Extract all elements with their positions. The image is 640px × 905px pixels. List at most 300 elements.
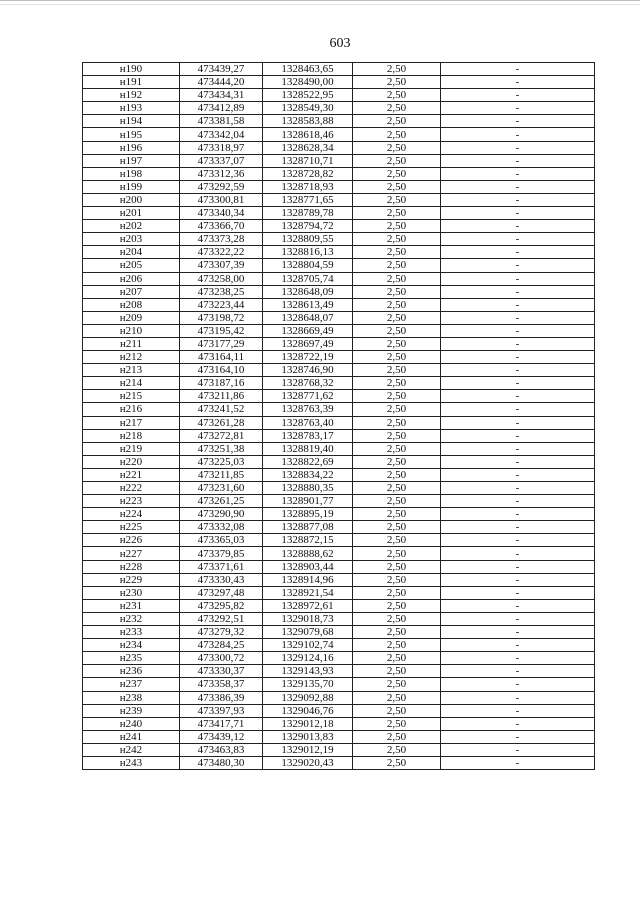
accuracy-cell: 2,50 [353, 63, 441, 76]
accuracy-cell: 2,50 [353, 534, 441, 547]
table-row [83, 455, 595, 468]
point-id-cell: н197 [83, 154, 180, 167]
note-cell: - [441, 115, 595, 128]
accuracy-cell: 2,50 [353, 285, 441, 298]
point-id-cell: н205 [83, 259, 180, 272]
point-id-cell: н212 [83, 351, 180, 364]
table-row [83, 76, 595, 89]
y-coordinate-cell: 1328794,72 [263, 220, 353, 233]
table-row [83, 128, 595, 141]
note-cell: - [441, 207, 595, 220]
point-id-cell: н210 [83, 324, 180, 337]
accuracy-cell: 2,50 [353, 311, 441, 324]
y-coordinate-cell: 1328763,39 [263, 403, 353, 416]
note-cell: - [441, 429, 595, 442]
table-row [83, 639, 595, 652]
table-row [83, 337, 595, 350]
y-coordinate-cell: 1328728,82 [263, 167, 353, 180]
x-coordinate-cell: 473371,61 [180, 560, 263, 573]
x-coordinate-cell: 473444,20 [180, 76, 263, 89]
accuracy-cell: 2,50 [353, 102, 441, 115]
table-row [83, 324, 595, 337]
table-row [83, 442, 595, 455]
table-row [83, 586, 595, 599]
x-coordinate-cell: 473198,72 [180, 311, 263, 324]
accuracy-cell: 2,50 [353, 141, 441, 154]
y-coordinate-cell: 1328804,59 [263, 259, 353, 272]
accuracy-cell: 2,50 [353, 324, 441, 337]
table-row [83, 665, 595, 678]
x-coordinate-cell: 473337,07 [180, 154, 263, 167]
point-id-cell: н204 [83, 246, 180, 259]
point-id-cell: н201 [83, 207, 180, 220]
table-row [83, 416, 595, 429]
y-coordinate-cell: 1328771,65 [263, 193, 353, 206]
y-coordinate-cell: 1328783,17 [263, 429, 353, 442]
note-cell: - [441, 612, 595, 625]
table-row [83, 678, 595, 691]
x-coordinate-cell: 473318,97 [180, 141, 263, 154]
table-row [83, 756, 595, 769]
y-coordinate-cell: 1329046,76 [263, 704, 353, 717]
accuracy-cell: 2,50 [353, 743, 441, 756]
table-row [83, 626, 595, 639]
x-coordinate-cell: 473332,08 [180, 521, 263, 534]
accuracy-cell: 2,50 [353, 652, 441, 665]
table-row [83, 311, 595, 324]
y-coordinate-cell: 1328822,69 [263, 455, 353, 468]
x-coordinate-cell: 473211,86 [180, 390, 263, 403]
table-row [83, 285, 595, 298]
x-coordinate-cell: 473231,60 [180, 482, 263, 495]
note-cell: - [441, 495, 595, 508]
y-coordinate-cell: 1328490,00 [263, 76, 353, 89]
table-row [83, 573, 595, 586]
table-row [83, 468, 595, 481]
table-row [83, 495, 595, 508]
table-row [83, 115, 595, 128]
note-cell: - [441, 63, 595, 76]
accuracy-cell: 2,50 [353, 364, 441, 377]
accuracy-cell: 2,50 [353, 468, 441, 481]
x-coordinate-cell: 473358,37 [180, 678, 263, 691]
x-coordinate-cell: 473284,25 [180, 639, 263, 652]
accuracy-cell: 2,50 [353, 207, 441, 220]
accuracy-cell: 2,50 [353, 154, 441, 167]
note-cell: - [441, 586, 595, 599]
note-cell: - [441, 534, 595, 547]
accuracy-cell: 2,50 [353, 573, 441, 586]
note-cell: - [441, 298, 595, 311]
x-coordinate-cell: 473261,28 [180, 416, 263, 429]
x-coordinate-cell: 473177,29 [180, 337, 263, 350]
accuracy-cell: 2,50 [353, 429, 441, 442]
y-coordinate-cell: 1328914,96 [263, 573, 353, 586]
note-cell: - [441, 285, 595, 298]
x-coordinate-cell: 473379,85 [180, 547, 263, 560]
accuracy-cell: 2,50 [353, 599, 441, 612]
point-id-cell: н195 [83, 128, 180, 141]
accuracy-cell: 2,50 [353, 521, 441, 534]
table-row [83, 141, 595, 154]
y-coordinate-cell: 1329018,73 [263, 612, 353, 625]
accuracy-cell: 2,50 [353, 377, 441, 390]
y-coordinate-cell: 1328921,54 [263, 586, 353, 599]
note-cell: - [441, 482, 595, 495]
note-cell: - [441, 508, 595, 521]
point-id-cell: н217 [83, 416, 180, 429]
x-coordinate-cell: 473330,37 [180, 665, 263, 678]
table-row [83, 730, 595, 743]
y-coordinate-cell: 1328722,19 [263, 351, 353, 364]
point-id-cell: н213 [83, 364, 180, 377]
point-id-cell: н203 [83, 233, 180, 246]
table-row [83, 652, 595, 665]
table-row [83, 599, 595, 612]
y-coordinate-cell: 1329020,43 [263, 756, 353, 769]
point-id-cell: н227 [83, 547, 180, 560]
x-coordinate-cell: 473322,22 [180, 246, 263, 259]
accuracy-cell: 2,50 [353, 167, 441, 180]
y-coordinate-cell: 1328895,19 [263, 508, 353, 521]
note-cell: - [441, 626, 595, 639]
y-coordinate-cell: 1329079,68 [263, 626, 353, 639]
y-coordinate-cell: 1329012,18 [263, 717, 353, 730]
accuracy-cell: 2,50 [353, 756, 441, 769]
note-cell: - [441, 351, 595, 364]
x-coordinate-cell: 473225,03 [180, 455, 263, 468]
table-row [83, 351, 595, 364]
y-coordinate-cell: 1329124,16 [263, 652, 353, 665]
table-row [83, 560, 595, 573]
page-number: 603 [329, 36, 351, 51]
accuracy-cell: 2,50 [353, 612, 441, 625]
x-coordinate-cell: 473223,44 [180, 298, 263, 311]
note-cell: - [441, 102, 595, 115]
x-coordinate-cell: 473261,25 [180, 495, 263, 508]
accuracy-cell: 2,50 [353, 76, 441, 89]
table-row [83, 102, 595, 115]
point-id-cell: н220 [83, 455, 180, 468]
point-id-cell: н236 [83, 665, 180, 678]
table-row [83, 246, 595, 259]
note-cell: - [441, 89, 595, 102]
note-cell: - [441, 141, 595, 154]
accuracy-cell: 2,50 [353, 560, 441, 573]
note-cell: - [441, 364, 595, 377]
y-coordinate-cell: 1328618,46 [263, 128, 353, 141]
note-cell: - [441, 337, 595, 350]
note-cell: - [441, 691, 595, 704]
table-row [83, 259, 595, 272]
table-row [83, 220, 595, 233]
y-coordinate-cell: 1328648,09 [263, 285, 353, 298]
accuracy-cell: 2,50 [353, 89, 441, 102]
y-coordinate-cell: 1329012,19 [263, 743, 353, 756]
note-cell: - [441, 599, 595, 612]
accuracy-cell: 2,50 [353, 626, 441, 639]
x-coordinate-cell: 473434,31 [180, 89, 263, 102]
note-cell: - [441, 455, 595, 468]
x-coordinate-cell: 473292,51 [180, 612, 263, 625]
point-id-cell: н240 [83, 717, 180, 730]
accuracy-cell: 2,50 [353, 128, 441, 141]
y-coordinate-cell: 1328771,62 [263, 390, 353, 403]
y-coordinate-cell: 1328903,44 [263, 560, 353, 573]
x-coordinate-cell: 473439,12 [180, 730, 263, 743]
accuracy-cell: 2,50 [353, 495, 441, 508]
note-cell: - [441, 259, 595, 272]
point-id-cell: н194 [83, 115, 180, 128]
x-coordinate-cell: 473342,04 [180, 128, 263, 141]
table-row [83, 154, 595, 167]
note-cell: - [441, 390, 595, 403]
x-coordinate-cell: 473195,42 [180, 324, 263, 337]
table-row [83, 298, 595, 311]
y-coordinate-cell: 1329135,70 [263, 678, 353, 691]
y-coordinate-cell: 1328819,40 [263, 442, 353, 455]
point-id-cell: н221 [83, 468, 180, 481]
point-id-cell: н208 [83, 298, 180, 311]
scan-edge-line [0, 4, 640, 5]
table-row [83, 521, 595, 534]
x-coordinate-cell: 473397,93 [180, 704, 263, 717]
point-id-cell: н192 [83, 89, 180, 102]
note-cell: - [441, 442, 595, 455]
x-coordinate-cell: 473412,89 [180, 102, 263, 115]
note-cell: - [441, 573, 595, 586]
y-coordinate-cell: 1328697,49 [263, 337, 353, 350]
table-row [83, 403, 595, 416]
note-cell: - [441, 76, 595, 89]
x-coordinate-cell: 473439,27 [180, 63, 263, 76]
point-id-cell: н243 [83, 756, 180, 769]
y-coordinate-cell: 1328718,93 [263, 180, 353, 193]
accuracy-cell: 2,50 [353, 403, 441, 416]
point-id-cell: н219 [83, 442, 180, 455]
table-row [83, 547, 595, 560]
note-cell: - [441, 665, 595, 678]
note-cell: - [441, 311, 595, 324]
table-row [83, 743, 595, 756]
point-id-cell: н235 [83, 652, 180, 665]
note-cell: - [441, 220, 595, 233]
y-coordinate-cell: 1328583,88 [263, 115, 353, 128]
accuracy-cell: 2,50 [353, 390, 441, 403]
point-id-cell: н237 [83, 678, 180, 691]
note-cell: - [441, 652, 595, 665]
accuracy-cell: 2,50 [353, 115, 441, 128]
x-coordinate-cell: 473463,83 [180, 743, 263, 756]
y-coordinate-cell: 1328613,49 [263, 298, 353, 311]
x-coordinate-cell: 473373,28 [180, 233, 263, 246]
y-coordinate-cell: 1328710,71 [263, 154, 353, 167]
accuracy-cell: 2,50 [353, 193, 441, 206]
accuracy-cell: 2,50 [353, 508, 441, 521]
accuracy-cell: 2,50 [353, 442, 441, 455]
table-row [83, 508, 595, 521]
point-id-cell: н232 [83, 612, 180, 625]
note-cell: - [441, 128, 595, 141]
x-coordinate-cell: 473340,34 [180, 207, 263, 220]
point-id-cell: н202 [83, 220, 180, 233]
x-coordinate-cell: 473295,82 [180, 599, 263, 612]
accuracy-cell: 2,50 [353, 730, 441, 743]
point-id-cell: н241 [83, 730, 180, 743]
point-id-cell: н207 [83, 285, 180, 298]
note-cell: - [441, 639, 595, 652]
point-id-cell: н190 [83, 63, 180, 76]
accuracy-cell: 2,50 [353, 180, 441, 193]
accuracy-cell: 2,50 [353, 351, 441, 364]
y-coordinate-cell: 1328648,07 [263, 311, 353, 324]
x-coordinate-cell: 473238,25 [180, 285, 263, 298]
table-row [83, 390, 595, 403]
note-cell: - [441, 272, 595, 285]
point-id-cell: н199 [83, 180, 180, 193]
table-row [83, 89, 595, 102]
note-cell: - [441, 678, 595, 691]
y-coordinate-cell: 1328768,32 [263, 377, 353, 390]
point-id-cell: н211 [83, 337, 180, 350]
accuracy-cell: 2,50 [353, 246, 441, 259]
note-cell: - [441, 154, 595, 167]
point-id-cell: н233 [83, 626, 180, 639]
x-coordinate-cell: 473292,59 [180, 180, 263, 193]
point-id-cell: н218 [83, 429, 180, 442]
coordinates-table [82, 62, 595, 770]
point-id-cell: н234 [83, 639, 180, 652]
y-coordinate-cell: 1328877,08 [263, 521, 353, 534]
note-cell: - [441, 468, 595, 481]
table-row [83, 233, 595, 246]
point-id-cell: н216 [83, 403, 180, 416]
accuracy-cell: 2,50 [353, 482, 441, 495]
table-row [83, 704, 595, 717]
y-coordinate-cell: 1328816,13 [263, 246, 353, 259]
point-id-cell: н191 [83, 76, 180, 89]
point-id-cell: н242 [83, 743, 180, 756]
y-coordinate-cell: 1328789,78 [263, 207, 353, 220]
note-cell: - [441, 233, 595, 246]
x-coordinate-cell: 473258,00 [180, 272, 263, 285]
note-cell: - [441, 717, 595, 730]
note-cell: - [441, 704, 595, 717]
y-coordinate-cell: 1328463,65 [263, 63, 353, 76]
point-id-cell: н224 [83, 508, 180, 521]
point-id-cell: н228 [83, 560, 180, 573]
x-coordinate-cell: 473164,11 [180, 351, 263, 364]
x-coordinate-cell: 473366,70 [180, 220, 263, 233]
y-coordinate-cell: 1328549,30 [263, 102, 353, 115]
point-id-cell: н226 [83, 534, 180, 547]
table-row [83, 482, 595, 495]
x-coordinate-cell: 473297,48 [180, 586, 263, 599]
y-coordinate-cell: 1329102,74 [263, 639, 353, 652]
x-coordinate-cell: 473211,85 [180, 468, 263, 481]
accuracy-cell: 2,50 [353, 717, 441, 730]
y-coordinate-cell: 1328872,15 [263, 534, 353, 547]
note-cell: - [441, 547, 595, 560]
x-coordinate-cell: 473241,52 [180, 403, 263, 416]
note-cell: - [441, 167, 595, 180]
x-coordinate-cell: 473417,71 [180, 717, 263, 730]
point-id-cell: н200 [83, 193, 180, 206]
table-row [83, 364, 595, 377]
y-coordinate-cell: 1329143,93 [263, 665, 353, 678]
x-coordinate-cell: 473365,03 [180, 534, 263, 547]
point-id-cell: н239 [83, 704, 180, 717]
accuracy-cell: 2,50 [353, 678, 441, 691]
table-row [83, 180, 595, 193]
point-id-cell: н215 [83, 390, 180, 403]
x-coordinate-cell: 473312,36 [180, 167, 263, 180]
table-row [83, 63, 595, 76]
note-cell: - [441, 377, 595, 390]
accuracy-cell: 2,50 [353, 259, 441, 272]
y-coordinate-cell: 1328763,40 [263, 416, 353, 429]
table-row [83, 612, 595, 625]
x-coordinate-cell: 473251,38 [180, 442, 263, 455]
table-row [83, 429, 595, 442]
point-id-cell: н209 [83, 311, 180, 324]
y-coordinate-cell: 1328888,62 [263, 547, 353, 560]
table-row [83, 193, 595, 206]
note-cell: - [441, 560, 595, 573]
note-cell: - [441, 193, 595, 206]
coordinates-table-body [83, 63, 595, 770]
x-coordinate-cell: 473381,58 [180, 115, 263, 128]
point-id-cell: н214 [83, 377, 180, 390]
table-row [83, 207, 595, 220]
x-coordinate-cell: 473307,39 [180, 259, 263, 272]
point-id-cell: н231 [83, 599, 180, 612]
accuracy-cell: 2,50 [353, 639, 441, 652]
point-id-cell: н230 [83, 586, 180, 599]
y-coordinate-cell: 1329092,88 [263, 691, 353, 704]
point-id-cell: н196 [83, 141, 180, 154]
accuracy-cell: 2,50 [353, 586, 441, 599]
y-coordinate-cell: 1328705,74 [263, 272, 353, 285]
note-cell: - [441, 416, 595, 429]
point-id-cell: н206 [83, 272, 180, 285]
table-row [83, 691, 595, 704]
note-cell: - [441, 403, 595, 416]
table-row [83, 534, 595, 547]
y-coordinate-cell: 1328901,77 [263, 495, 353, 508]
note-cell: - [441, 730, 595, 743]
accuracy-cell: 2,50 [353, 665, 441, 678]
y-coordinate-cell: 1328669,49 [263, 324, 353, 337]
x-coordinate-cell: 473386,39 [180, 691, 263, 704]
x-coordinate-cell: 473279,32 [180, 626, 263, 639]
x-coordinate-cell: 473164,10 [180, 364, 263, 377]
accuracy-cell: 2,50 [353, 298, 441, 311]
accuracy-cell: 2,50 [353, 272, 441, 285]
y-coordinate-cell: 1329013,83 [263, 730, 353, 743]
x-coordinate-cell: 473330,43 [180, 573, 263, 586]
table-row [83, 717, 595, 730]
accuracy-cell: 2,50 [353, 416, 441, 429]
note-cell: - [441, 180, 595, 193]
accuracy-cell: 2,50 [353, 691, 441, 704]
y-coordinate-cell: 1328522,95 [263, 89, 353, 102]
y-coordinate-cell: 1328746,90 [263, 364, 353, 377]
point-id-cell: н193 [83, 102, 180, 115]
note-cell: - [441, 324, 595, 337]
y-coordinate-cell: 1328880,35 [263, 482, 353, 495]
y-coordinate-cell: 1328809,55 [263, 233, 353, 246]
